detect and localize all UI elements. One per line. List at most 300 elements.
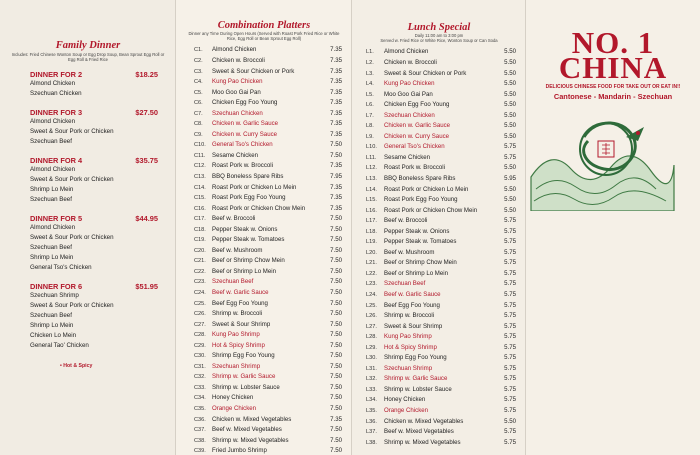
menu-item	[194, 161, 342, 172]
item-name: Chicken w. Broccoli	[212, 56, 265, 64]
item-name: Chicken w. Curry Sauce	[384, 132, 450, 140]
menu-item	[194, 109, 342, 120]
item-number: L17.	[366, 218, 377, 225]
item-name: Beef or Shrimp Chow Mein	[212, 257, 285, 265]
seal-icon	[598, 141, 614, 157]
item-price: 5.50	[504, 417, 516, 425]
item-number: C22.	[194, 268, 206, 275]
menu-item	[194, 415, 342, 426]
restaurant-logo	[526, 25, 700, 85]
item-name: Orange Chicken	[212, 405, 257, 412]
item-number: L3.	[366, 70, 374, 77]
item-number: C3.	[194, 68, 203, 75]
menu-item	[194, 98, 342, 109]
item-name: Roast Pork or Chicken Chow Mein	[384, 206, 478, 214]
item-number: C38.	[194, 437, 206, 444]
dinner-item: Shrimp Lo Mein	[30, 186, 74, 194]
menu-item	[366, 279, 516, 290]
menu-item	[194, 183, 342, 194]
menu-item	[194, 88, 342, 99]
menu-item	[366, 163, 516, 174]
item-price: 7.35	[330, 88, 342, 96]
item-number: C4.	[194, 79, 203, 86]
item-number: C31.	[194, 363, 206, 370]
menu-item	[366, 248, 516, 259]
dinner-item: General Tso's Chicken	[30, 264, 92, 272]
pepper-icon: •	[60, 363, 64, 370]
item-name: Pepper Steak w. Onions	[384, 227, 450, 235]
item-price: 7.35	[330, 162, 342, 170]
menu-item	[366, 121, 516, 132]
menu-item	[366, 258, 516, 269]
item-name: Chicken w. Mixed Vegetables	[384, 417, 464, 425]
lunch-subtitle: Served w. Fried Rice or White Rice, Wonton Soup or Can Soda	[380, 38, 498, 44]
item-price: 5.50	[504, 69, 516, 77]
item-name: Chicken w. Mixed Vegetables	[212, 415, 292, 423]
menu-item	[366, 237, 516, 248]
item-number: L27.	[366, 323, 377, 330]
item-name: Beef w. Garlic Sauce	[384, 290, 441, 298]
item-price: 7.35	[330, 78, 342, 86]
item-price: 7.50	[330, 236, 342, 244]
item-price: 5.50	[504, 196, 516, 204]
item-price: 7.50	[330, 257, 342, 265]
item-name: Roast Pork Egg Foo Young	[384, 196, 458, 204]
item-price: 7.50	[330, 225, 342, 233]
item-number: L24.	[366, 291, 377, 298]
combination-subtitle: Dinner any Time During Open Hours (Served with Roast Pork Fried Rice or White Rice, Egg Roll or Bean Sprout Egg Roll)	[188, 31, 340, 42]
item-price: 5.50	[504, 122, 516, 130]
item-number: L16.	[366, 207, 377, 214]
item-price: 5.75	[504, 227, 516, 235]
cover-panel	[526, 0, 700, 455]
item-name: Moo Goo Gai Pan	[384, 90, 433, 98]
combination-title: Combination Platters	[217, 20, 311, 31]
item-number: C5.	[194, 89, 203, 96]
item-number: C27.	[194, 321, 206, 328]
item-number: L4.	[366, 81, 374, 88]
item-number: C21.	[194, 258, 206, 265]
menu-item	[366, 385, 516, 396]
menu-item	[366, 90, 516, 101]
item-price: 5.75	[504, 280, 516, 288]
family-dinner-title: Family Dinner	[55, 40, 121, 51]
dinner-list	[0, 70, 176, 351]
item-number: C28.	[194, 332, 206, 339]
item-name: Szechuan Shrimp	[212, 362, 261, 370]
item-price: 7.95	[330, 172, 342, 180]
item-name: Shrimp w. Garlic Sauce	[212, 373, 276, 381]
cuisine-list: Cantonese - Mandarin - Szechuan	[553, 92, 673, 101]
family-dinner-includes: Includes: Fried Chinese Wonton Soup or Egg Drop Soup, Bean Sprout Egg Roll or Egg Roll & Fried Rice	[11, 52, 165, 63]
item-price: 7.50	[330, 320, 342, 328]
item-name: Shrimp w. Lobster Sauce	[384, 385, 452, 393]
item-number: C7.	[194, 110, 203, 117]
item-name: Sesame Chicken	[384, 153, 431, 161]
item-name: Chicken w. Garlic Sauce	[384, 122, 451, 130]
menu-item	[194, 362, 342, 373]
item-name: Beef w. Garlic Sauce	[212, 288, 269, 296]
menu-item	[366, 301, 516, 312]
item-name: Kung Pao Shrimp	[384, 333, 432, 341]
item-price: 7.50	[330, 436, 342, 444]
item-name: Sweet & Sour Shrimp	[384, 322, 443, 330]
menu-item	[194, 267, 342, 278]
item-name: Szechuan Chicken	[384, 111, 435, 119]
item-name: Beef or Shrimp Chow Mein	[384, 259, 457, 267]
menu-item	[366, 79, 516, 90]
item-price: 7.50	[330, 141, 342, 149]
item-price: 7.35	[330, 194, 342, 202]
item-name: Shrimp w. Lobster Sauce	[212, 383, 280, 391]
item-name: Roast Pork Egg Foo Young	[212, 194, 286, 202]
item-name: Pepper Steak w. Onions	[212, 225, 278, 233]
item-price: 5.50	[504, 80, 516, 88]
item-number: L19.	[366, 239, 377, 246]
item-price: 7.35	[330, 56, 342, 64]
item-number: L6.	[366, 102, 374, 109]
combination-list	[176, 45, 352, 455]
item-name: Chicken Egg Foo Young	[384, 101, 450, 109]
menu-item	[366, 142, 516, 153]
item-price: 5.50	[504, 164, 516, 172]
dinner-item: Shrimp Lo Mein	[30, 254, 74, 262]
item-name: Beef w. Mixed Vegetables	[212, 426, 282, 434]
dinner-heading	[30, 108, 158, 117]
item-price: 7.50	[330, 246, 342, 254]
menu-item	[194, 45, 342, 56]
menu-item	[194, 383, 342, 394]
item-name: Shrimp w. Mixed Vegetables	[384, 438, 461, 446]
dinner-item: Almond Chicken	[30, 118, 76, 126]
item-number: L18.	[366, 228, 377, 235]
item-price: 5.75	[504, 290, 516, 298]
item-number: C17.	[194, 216, 206, 223]
lunch-panel	[352, 0, 526, 455]
item-name: Sweet & Sour Chicken or Pork	[384, 69, 467, 77]
menu-item	[366, 332, 516, 343]
menu-item	[194, 309, 342, 320]
item-name: General Tso's Chicken	[384, 143, 445, 151]
item-price: 5.50	[504, 48, 516, 56]
item-price: 7.50	[330, 447, 342, 455]
dinner-item: Szechuan Beef	[30, 244, 72, 252]
menu-item	[194, 119, 342, 130]
item-number: C11.	[194, 152, 206, 159]
item-name: Roast Pork or Chicken Lo Mein	[212, 183, 297, 191]
item-name: Almond Chicken	[384, 48, 429, 56]
item-name: Beef w. Mushroom	[384, 248, 435, 256]
item-number: C25.	[194, 300, 206, 307]
menu-item	[366, 374, 516, 385]
dinner-price: $51.95	[135, 282, 158, 292]
item-name: Roast Pork w. Broccoli	[384, 164, 445, 172]
item-name: Szechuan Beef	[384, 280, 426, 288]
item-number: L13.	[366, 175, 377, 182]
item-name: Sweet & Sour Shrimp	[212, 320, 271, 328]
item-price: 7.50	[330, 288, 342, 296]
item-name: Honey Chicken	[384, 396, 426, 404]
item-name: Shrimp w. Broccoli	[212, 310, 263, 318]
item-price: 5.95	[504, 174, 516, 182]
item-name: Shrimp w. Mixed Vegetables	[212, 436, 289, 444]
item-number: C13.	[194, 173, 206, 180]
item-price: 5.75	[504, 312, 516, 320]
dinner-item: General Tao' Chicken	[30, 342, 89, 350]
dinner-item: Almond Chicken	[30, 166, 76, 174]
item-number: L30.	[366, 355, 377, 362]
menu-item	[366, 269, 516, 280]
item-price: 7.50	[330, 383, 342, 391]
item-name: Pepper Steak w. Tomatoes	[212, 236, 285, 244]
item-name: Moo Goo Gai Pan	[212, 88, 261, 96]
item-price: 5.75	[504, 259, 516, 267]
item-number: C16.	[194, 205, 206, 212]
item-name: Sweet & Sour Chicken or Pork	[212, 67, 295, 75]
item-name: Chicken w. Garlic Sauce	[212, 120, 279, 128]
menu-item	[366, 100, 516, 111]
item-name: Chicken w. Broccoli	[384, 58, 437, 66]
dinner-label: DINNER FOR 2	[30, 70, 83, 80]
item-price: 5.75	[504, 301, 516, 309]
item-price: 5.50	[504, 101, 516, 109]
family-dinner-panel	[0, 0, 176, 455]
item-number: L21.	[366, 260, 377, 267]
item-name: Shrimp w. Broccoli	[384, 312, 435, 320]
item-name: Shrimp Egg Foo Young	[212, 352, 275, 360]
item-number: C36.	[194, 416, 206, 423]
menu-item	[194, 341, 342, 352]
menu-item	[366, 406, 516, 417]
hot-legend-label: Hot & Spicy	[63, 363, 93, 370]
item-number: L11.	[366, 154, 377, 161]
dinner-heading	[30, 70, 158, 79]
logo-line-2: CHINA	[558, 50, 668, 85]
menu-item	[194, 214, 342, 225]
item-name: Szechuan Shrimp	[384, 364, 433, 372]
menu-item	[194, 77, 342, 88]
dinner-item: Szechuan Shrimp	[30, 292, 79, 300]
item-price: 5.50	[504, 111, 516, 119]
item-name: Chicken Egg Foo Young	[212, 99, 278, 107]
menu-item	[194, 351, 342, 362]
item-price: 7.50	[330, 426, 342, 434]
menu-item	[194, 151, 342, 162]
item-price: 5.75	[504, 238, 516, 246]
item-number: L7.	[366, 112, 374, 119]
item-number: C32.	[194, 374, 206, 381]
item-price: 7.50	[330, 299, 342, 307]
item-price: 5.75	[504, 385, 516, 393]
item-price: 7.50	[330, 362, 342, 370]
item-number: C2.	[194, 57, 203, 64]
item-number: L5.	[366, 91, 374, 98]
item-name: Szechuan Chicken	[212, 109, 263, 117]
item-name: Orange Chicken	[384, 407, 429, 414]
menu-item	[366, 153, 516, 164]
menu-item	[366, 132, 516, 143]
item-name: Kung Pao Chicken	[212, 78, 263, 86]
item-number: C23.	[194, 279, 206, 286]
item-price: 7.35	[330, 204, 342, 212]
dinner-price: $35.75	[135, 156, 158, 166]
item-number: L14.	[366, 186, 377, 193]
dinner-price: $27.50	[135, 108, 158, 118]
menu-item	[366, 47, 516, 58]
item-price: 7.50	[330, 352, 342, 360]
item-name: Hot & Spicy Shrimp	[384, 343, 437, 351]
menu-item	[366, 395, 516, 406]
item-name: Beef or Shrimp Lo Mein	[212, 267, 277, 275]
item-price: 5.75	[504, 343, 516, 351]
dinner-item: Shrimp Lo Mein	[30, 322, 74, 330]
item-name: Roast Pork or Chicken Lo Mein	[384, 185, 469, 193]
dinner-price: $44.95	[135, 214, 158, 224]
menu-item	[194, 425, 342, 436]
dinner-item: Szechuan Chicken	[30, 90, 82, 98]
item-number: C1.	[194, 47, 203, 54]
item-number: L28.	[366, 334, 377, 341]
wave-icon	[531, 156, 674, 211]
item-price: 7.35	[330, 46, 342, 54]
item-number: C6.	[194, 100, 203, 107]
item-number: L15.	[366, 197, 377, 204]
item-number: L32.	[366, 376, 377, 383]
menu-item	[366, 343, 516, 354]
item-price: 7.35	[330, 67, 342, 75]
menu-item	[194, 193, 342, 204]
item-number: L29.	[366, 344, 377, 351]
menu-item	[194, 246, 342, 257]
dinner-heading	[30, 214, 158, 223]
item-number: C15.	[194, 195, 206, 202]
menu-item	[366, 69, 516, 80]
item-number: L37.	[366, 429, 377, 436]
tagline: DELICIOUS CHINESE FOOD FOR TAKE OUT OR EAT IN!!	[545, 84, 681, 90]
dinner-label: DINNER FOR 6	[30, 282, 83, 292]
menu-item	[366, 174, 516, 185]
item-name: BBQ Boneless Spare Ribs	[384, 174, 456, 182]
item-name: Shrimp Egg Foo Young	[384, 354, 447, 362]
item-number: C34.	[194, 395, 206, 402]
menu-item	[194, 446, 342, 455]
dinner-item: Sweet & Sour Pork or Chicken	[30, 302, 114, 310]
item-price: 7.50	[330, 373, 342, 381]
item-price: 5.50	[504, 132, 516, 140]
menu-item	[366, 58, 516, 69]
logo-line-1: NO. 1	[571, 25, 655, 60]
item-number: C30.	[194, 353, 206, 360]
dinner-item: Almond Chicken	[30, 224, 76, 232]
hot-spicy-legend	[60, 363, 176, 369]
lunch-hours: Daily 11:00 am to 3:00 pm	[414, 33, 464, 38]
dinner-item: Sweet & Sour Pork or Chicken	[30, 234, 114, 242]
item-number: C19.	[194, 237, 206, 244]
item-price: 7.50	[330, 151, 342, 159]
menu-item	[194, 256, 342, 267]
item-price: 7.35	[330, 415, 342, 423]
menu-item	[194, 372, 342, 383]
dinner-label: DINNER FOR 5	[30, 214, 83, 224]
item-price: 7.50	[330, 405, 342, 412]
item-number: L8.	[366, 123, 374, 130]
item-number: C12.	[194, 163, 206, 170]
item-number: C18.	[194, 226, 206, 233]
item-number: C29.	[194, 342, 206, 349]
item-price: 5.75	[504, 407, 516, 414]
combination-panel	[176, 0, 352, 455]
dinner-label: DINNER FOR 4	[30, 156, 83, 166]
dinner-item: Sweet & Sour Pork or Chicken	[30, 176, 114, 184]
item-name: Shrimp w. Garlic Sauce	[384, 375, 448, 383]
item-price: 5.75	[504, 354, 516, 362]
item-price: 7.35	[330, 99, 342, 107]
menu-item	[366, 185, 516, 196]
item-price: 7.35	[330, 130, 342, 138]
menu-item	[194, 330, 342, 341]
item-name: Sesame Chicken	[212, 151, 259, 159]
menu-item	[194, 235, 342, 246]
item-price: 5.75	[504, 438, 516, 446]
item-price: 5.50	[504, 58, 516, 66]
item-price: 5.50	[504, 90, 516, 98]
item-price: 5.50	[504, 206, 516, 214]
menu-item	[366, 206, 516, 217]
dinner-label: DINNER FOR 3	[30, 108, 83, 118]
menu-item	[194, 299, 342, 310]
item-number: C39.	[194, 448, 206, 455]
menu-item	[366, 111, 516, 122]
item-price: 7.35	[330, 183, 342, 191]
item-price: 7.50	[330, 310, 342, 318]
menu-item	[366, 311, 516, 322]
item-number: L26.	[366, 313, 377, 320]
item-price: 5.75	[504, 217, 516, 225]
dinner-heading	[30, 156, 158, 165]
item-name: Almond Chicken	[212, 46, 257, 54]
item-number: L35.	[366, 408, 377, 414]
item-number: L2.	[366, 59, 374, 66]
menu-item	[194, 67, 342, 78]
item-price: 7.50	[330, 215, 342, 223]
item-name: Beef w. Mushroom	[212, 246, 263, 254]
item-name: Beef w. Broccoli	[384, 217, 428, 225]
item-name: Beef or Shrimp Lo Mein	[384, 269, 449, 277]
item-price: 7.50	[330, 394, 342, 402]
menu-item	[194, 277, 342, 288]
item-name: Beef w. Mixed Vegetables	[384, 428, 454, 436]
item-number: C10.	[194, 142, 206, 149]
item-number: C20.	[194, 247, 206, 254]
item-number: C24.	[194, 289, 206, 296]
item-price: 5.75	[504, 153, 516, 161]
dinner-item: Szechuan Beef	[30, 138, 72, 146]
item-price: 5.75	[504, 428, 516, 436]
item-number: C8.	[194, 121, 203, 128]
item-price: 5.75	[504, 333, 516, 341]
item-number: C33.	[194, 384, 206, 391]
item-number: L22.	[366, 270, 377, 277]
item-number: L20.	[366, 249, 377, 256]
item-name: Chicken w. Curry Sauce	[212, 130, 278, 138]
item-number: L23.	[366, 281, 377, 288]
menu-item	[194, 204, 342, 215]
menu-item	[194, 404, 342, 415]
item-number: L31.	[366, 365, 377, 372]
menu-item	[194, 393, 342, 404]
menu-item	[366, 322, 516, 333]
menu-item	[366, 427, 516, 438]
